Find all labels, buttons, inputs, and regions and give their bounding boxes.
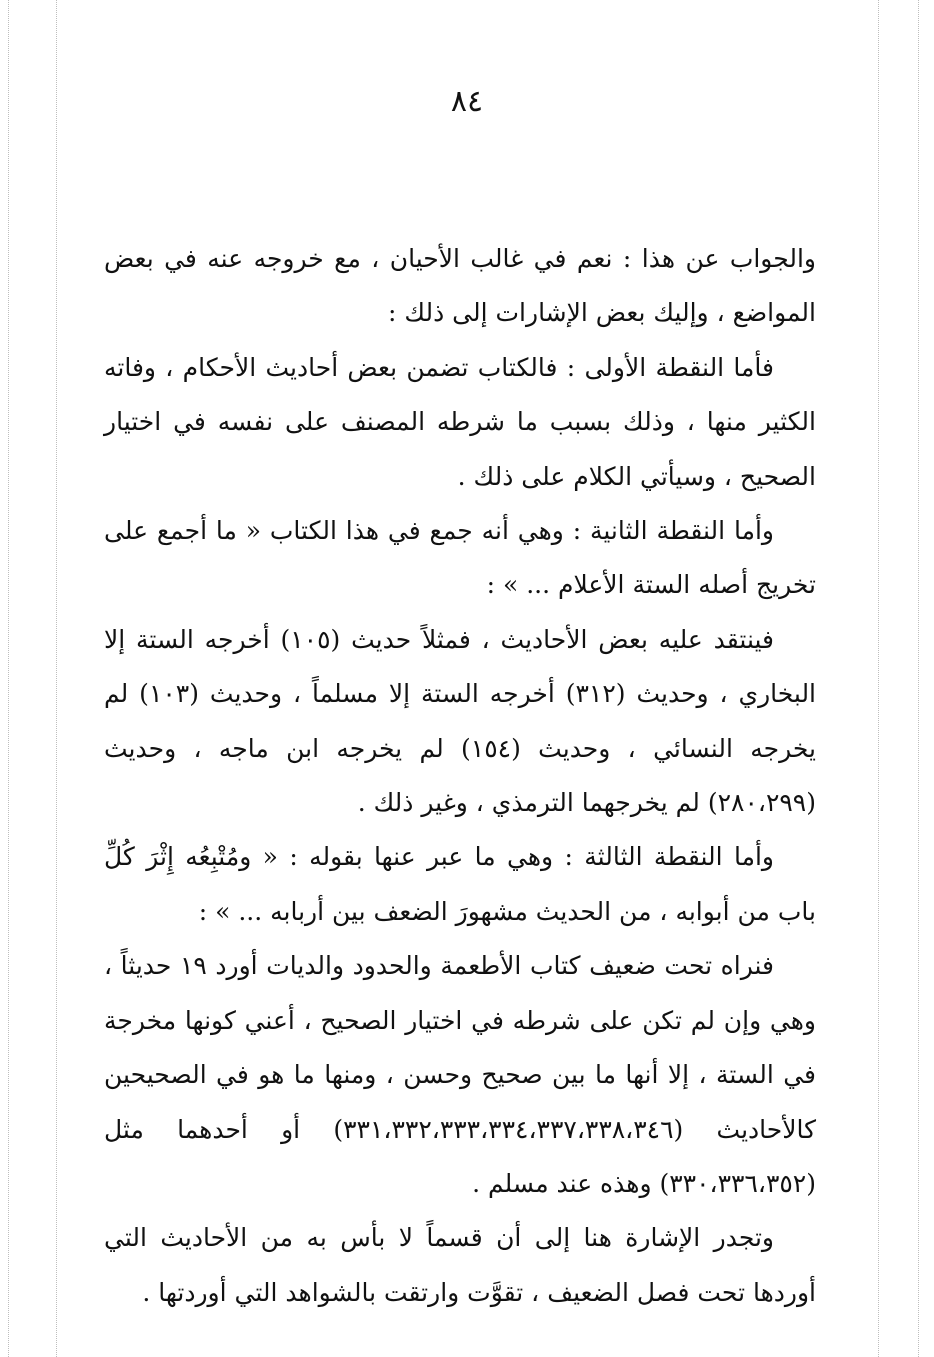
margin-guide-line [8, 0, 9, 1357]
paragraph-criticism-examples: فينتقد عليه بعض الأحاديث ، فمثلاً حديث (١٠٥) أخرجه الستة إلا البخاري ، وحديث (٣١٢) أخرجه الستة إلا مسلماً ، وحديث (١٠٣) لم يخرجه النسائي ، وحديث (١٥٤) لم يخرجه ابن ماجه ، وحديث (٢٨٠،٢٩٩) لم يخرجهما الترمذي ، وغير ذلك . [104, 624, 817, 818]
paragraph-third-point: وأما النقطة الثالثة : وهي ما عبر عنها بقوله : « ومُتْبِعُه إِثْرَ كُلِّ باب من أبوابه ، من الحديث مشهورَ الضعف بين أربابه ... » : [104, 842, 816, 926]
body-text [104, 232, 816, 1320]
margin-guide-line [878, 0, 879, 1357]
paragraph-weak-hadith-chapter: فنراه تحت ضعيف كتاب الأطعمة والحدود والديات أورد ١٩ حديثاً ، وهي وإن لم تكن على شرطه في اختيار الصحيح ، أعني كونها مخرجة في الستة ، إلا أنها ما بين صحيح وحسن ، ومنها ما هو في الصحيحين كالأحاديث (٣٣١،٣٣٢،٣٣٣،٣٣٤،٣٣٧،٣٣٨،٣٤٦) أو أحدهما مثل (٣٣٠،٣٣٦،٣٥٢) وهذه عند مسلم . [104, 951, 817, 1198]
paragraph-first-point: فأما النقطة الأولى : فالكتاب تضمن بعض أحاديث الأحكام ، وفاته الكثير منها ، وذلك بسبب ما شرطه المصنف على نفسه في اختيار الصحيح ، وسيأتي الكلام على ذلك . [104, 352, 816, 491]
margin-guide-line [918, 0, 919, 1357]
paragraph-second-point: وأما النقطة الثانية : وهي أنه جمع في هذا الكتاب « ما أجمع على تخريج أصله الستة الأعلام ... » : [104, 516, 816, 600]
margin-guide-line [56, 0, 57, 1357]
paragraph-answer: والجواب عن هذا : نعم في غالب الأحيان ، مع خروجه عنه في بعض المواضع ، وإليك بعض الإشارات إلى ذلك : [104, 244, 816, 328]
page-number: ٨٤ [450, 84, 484, 119]
paragraph-closing-note: وتجدر الإشارة هنا إلى أن قسماً لا بأس به من الأحاديث التي أوردها تحت فصل الضعيف ، تقوَّت وارتقت بالشواهد التي أوردتها . [104, 1223, 816, 1307]
